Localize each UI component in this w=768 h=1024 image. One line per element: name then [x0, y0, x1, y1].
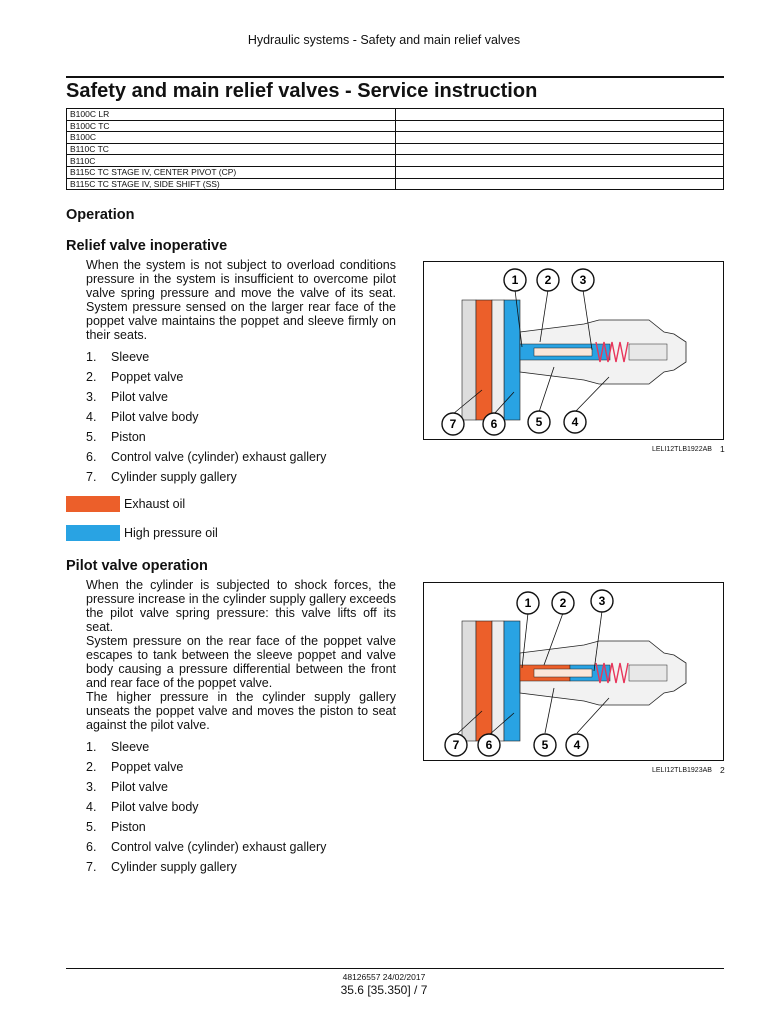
- model-cell: B110C TC: [67, 143, 396, 155]
- model-cell: B100C TC: [67, 120, 396, 132]
- list-number: 2.: [86, 760, 97, 774]
- list-number: 6.: [86, 840, 97, 854]
- list-label: Control valve (cylinder) exhaust gallery: [111, 450, 327, 464]
- model-applicability-table: [66, 108, 724, 190]
- list-item: [86, 777, 326, 797]
- callout-label: 1: [511, 273, 519, 287]
- header-rule: [66, 76, 724, 78]
- list-item: [86, 407, 326, 427]
- model-cell: B100C LR: [67, 109, 396, 121]
- table-row: [67, 166, 724, 178]
- list-label: Control valve (cylinder) exhaust gallery: [111, 840, 327, 854]
- high-pressure-oil-label: High pressure oil: [124, 526, 218, 540]
- housing-wall: [492, 300, 504, 420]
- list-label: Cylinder supply gallery: [111, 470, 237, 484]
- list-label: Pilot valve: [111, 780, 168, 794]
- callout-label: 6: [490, 417, 498, 431]
- list-label: Piston: [111, 430, 146, 444]
- callout-label: 5: [541, 738, 549, 752]
- adjuster-shape: [629, 344, 667, 360]
- model-cell: B115C TC STAGE IV, CENTER PIVOT (CP): [67, 166, 396, 178]
- exhaust-oil-label: Exhaust oil: [124, 497, 186, 511]
- callout-label: 4: [573, 738, 581, 752]
- table-row: [67, 143, 724, 155]
- pilot-valve-diagram: [424, 583, 723, 760]
- section2-paragraph-1: When the cylinder is subjected to shock forces, the pressure increase in the cylinder supply gallery exceeds the pilot valve spring pressure: this valve lifts off its seat.: [86, 578, 396, 634]
- list-item: [86, 797, 326, 817]
- list-number: 5.: [86, 820, 97, 834]
- table-row: [67, 132, 724, 144]
- high-pressure-oil-swatch: [66, 525, 120, 541]
- list-item: [86, 757, 326, 777]
- callout-label: 3: [598, 594, 606, 608]
- list-item: [86, 367, 326, 387]
- list-label: Cylinder supply gallery: [111, 860, 237, 874]
- section2-parts-list: [86, 737, 326, 877]
- list-number: 5.: [86, 430, 97, 444]
- exhaust-oil-swatch: [66, 496, 120, 512]
- exhaust-gallery-shape: [476, 300, 492, 420]
- model-cell: B100C: [67, 132, 396, 144]
- empty-cell: [396, 166, 724, 178]
- list-item: [86, 817, 326, 837]
- list-label: Pilot valve body: [111, 410, 199, 424]
- empty-cell: [396, 132, 724, 144]
- table-row: [67, 155, 724, 167]
- list-label: Sleeve: [111, 350, 150, 364]
- figure-1-reference: LELI12TLB1922AB: [652, 446, 712, 453]
- empty-cell: [396, 120, 724, 132]
- poppet-shape: [534, 348, 592, 356]
- list-number: 4.: [86, 410, 97, 424]
- page-title: Safety and main relief valves - Service instruction: [66, 80, 538, 102]
- empty-cell: [396, 109, 724, 121]
- callout-label: 2: [544, 273, 552, 287]
- list-number: 7.: [86, 860, 97, 874]
- model-cell: B110C: [67, 155, 396, 167]
- list-item: [86, 347, 326, 367]
- table-row: [67, 109, 724, 121]
- list-item: [86, 837, 326, 857]
- figure-1: [423, 261, 724, 440]
- callout-label: 4: [571, 415, 579, 429]
- figure-2-number: 2: [720, 765, 725, 775]
- section1-parts-list: [86, 347, 326, 487]
- supply-gallery-shape: [504, 300, 520, 420]
- section1-paragraph: When the system is not subject to overload conditions pressure in the system is insufficient to overcome pilot valve spring pressure and move the valve of its seat. System pressure sensed on the larger rear face of the poppet valve maintains the poppet and sleeve firmly on their seats.: [86, 258, 396, 342]
- housing-section: [462, 300, 476, 420]
- list-label: Poppet valve: [111, 760, 184, 774]
- list-item: [86, 737, 326, 757]
- relief-valve-diagram: [424, 262, 723, 439]
- list-number: 3.: [86, 780, 97, 794]
- supply-gallery-shape: [504, 621, 520, 741]
- list-number: 1.: [86, 350, 97, 364]
- document-id: 48126557 24/02/2017: [342, 972, 426, 982]
- list-number: 2.: [86, 370, 97, 384]
- table-row: [67, 120, 724, 132]
- page-number: 35.6 [35.350] / 7: [340, 983, 428, 997]
- callout-label: 7: [452, 738, 460, 752]
- model-cell: B115C TC STAGE IV, SIDE SHIFT (SS): [67, 178, 396, 190]
- adjuster-shape: [629, 665, 667, 681]
- list-number: 6.: [86, 450, 97, 464]
- section2-heading: Pilot valve operation: [66, 558, 208, 574]
- list-label: Piston: [111, 820, 146, 834]
- list-label: Pilot valve: [111, 390, 168, 404]
- callout-label: 2: [559, 596, 567, 610]
- list-label: Poppet valve: [111, 370, 184, 384]
- list-number: 3.: [86, 390, 97, 404]
- section2-paragraph-2: System pressure on the rear face of the poppet valve escapes to tank between the sleeve poppet and valve body causing a pressure differential between the front and rear face of the poppet valve.: [86, 634, 396, 690]
- empty-cell: [396, 143, 724, 155]
- empty-cell: [396, 178, 724, 190]
- table-row: [67, 178, 724, 190]
- callout-label: 1: [524, 596, 532, 610]
- list-item: [86, 387, 326, 407]
- list-label: Sleeve: [111, 740, 150, 754]
- poppet-shape: [534, 669, 592, 677]
- section2-paragraph-3: The higher pressure in the cylinder supply gallery unseats the poppet valve and moves the piston to seat against the pilot valve.: [86, 690, 396, 732]
- list-label: Pilot valve body: [111, 800, 199, 814]
- callout-label: 5: [535, 415, 543, 429]
- operation-heading: Operation: [66, 207, 135, 223]
- footer-rule: [66, 968, 724, 969]
- callout-label: 6: [485, 738, 493, 752]
- list-item: [86, 447, 326, 467]
- figure-2-reference: LELI12TLB1923AB: [652, 767, 712, 774]
- running-header: Hydraulic systems - Safety and main relief valves: [247, 33, 521, 47]
- list-item: [86, 467, 326, 487]
- list-number: 1.: [86, 740, 97, 754]
- list-item: [86, 427, 326, 447]
- callout-label: 7: [449, 417, 457, 431]
- figure-1-number: 1: [720, 444, 725, 454]
- list-number: 4.: [86, 800, 97, 814]
- list-item: [86, 857, 326, 877]
- empty-cell: [396, 155, 724, 167]
- section1-heading: Relief valve inoperative: [66, 238, 228, 254]
- callout-label: 3: [579, 273, 587, 287]
- exhaust-gallery-shape: [476, 621, 492, 741]
- figure-2: [423, 582, 724, 761]
- list-number: 7.: [86, 470, 97, 484]
